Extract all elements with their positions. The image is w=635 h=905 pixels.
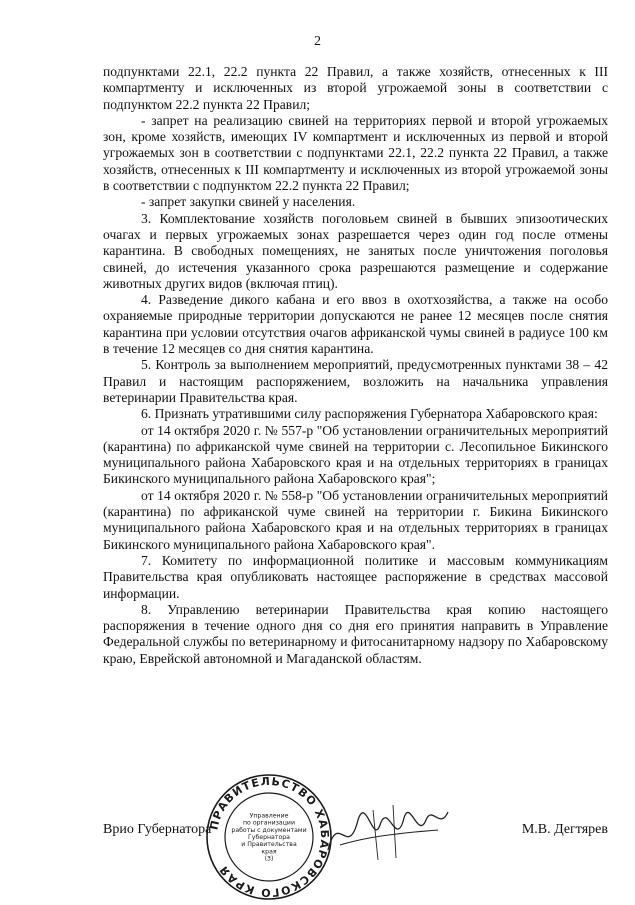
official-seal: [204, 772, 334, 902]
seal-center-line: работы с документами: [231, 826, 307, 834]
paragraph: 4. Разведение дикого кабана и его ввоз в охотхозяйства, а также на особо охраняемые природные территории допускаются не ранее 12 месяцев после снятия карантина при условии отсутствия очагов африканской чумы свиней в радиусе 100 км в течение 12 месяцев со дня снятия карантина.: [103, 292, 608, 357]
document-body: [103, 64, 608, 667]
seal-center-line: края: [261, 848, 277, 856]
page-number: 2: [314, 34, 321, 49]
seal-center-line: Губернатора: [248, 834, 290, 841]
paragraph: от 14 октября 2020 г. № 558-р "Об установлении ограничительных мероприятий (карантина) по африканской чуме свиней на территории г. Бикина Бикинского муниципального района Хабаровского края и на отдельных территориях в границах Бикинского муниципального района Хабаровского края".: [103, 487, 608, 552]
seal-center-line: (3): [264, 855, 274, 863]
paragraph: - запрет на реализацию свиней на территориях первой и второй угрожаемых зон, кроме хозяйств, имеющих IV компартмент и исключенных из первой и второй угрожаемых зон в соответствии с подпунктами 22.1, 22.2 пункта 22 Правил, а также хозяйств, отнесенных к III компартменту и исключенных из второй угрожаемой зоны в соответствии с подпунктом 22.2 пункта 22 Правил;: [103, 112, 608, 194]
seal-center-line: Управление: [249, 812, 289, 820]
paragraph: 6. Признать утратившими силу распоряжения Губернатора Хабаровского края:: [141, 406, 598, 422]
paragraph: 3. Комплектование хозяйств поголовьем свиней в бывших эпизоотических очагах и первых угрожаемых зонах разрешается через один год после отмены карантина. В свободных помещениях, не занятых после уничтожения поголовья свиней, до истечения указанного срока разрешаются размещение и содержание животных других видов (включая птиц).: [103, 210, 608, 291]
signatory-title: Врио Губернатора: [103, 822, 212, 837]
paragraph: - запрет закупки свиней у населения.: [141, 194, 356, 210]
seal-center-line: и Правительства: [241, 841, 297, 849]
signatory-name: М.В. Дегтярев: [521, 822, 608, 837]
paragraph: 7. Комитету по информационной политике и массовым коммуникациям Правительства края опубликовать настоящее распоряжение в средствах массовой информации.: [103, 552, 608, 601]
paragraph: 5. Контроль за выполнением мероприятий, предусмотренных пунктами 38 – 42 Правил и настоящим распоряжением, возложить на начальника управления ветеринарии Правительства края.: [103, 357, 608, 405]
seal-ring-text: ПРАВИТЕЛЬСТВО ХАБАРОВСКОГО КРАЯ: [207, 774, 332, 900]
paragraph: подпунктами 22.1, 22.2 пункта 22 Правил, а также хозяйств, отнесенных к III компартменту и исключенных из второй угрожаемой зоны в соответствии с подпунктом 22.2 пункта 22 Правил;: [103, 64, 608, 112]
paragraph: 8. Управлению ветеринарии Правительства края копию настоящего распоряжения в течение одного дня со дня его принятия направить в Управление Федеральной службы по ветеринарному и фитосанитарному надзору по Хабаровскому краю, Еврейской автономной и Магаданской областям.: [103, 601, 608, 666]
paragraph: от 14 октября 2020 г. № 557-р "Об установлении ограничительных мероприятий (карантина) по африканской чуме свиней на территории с. Лесопильное Бикинского муниципального района Хабаровского края и на отдельных территориях в границах Бикинского муниципального района Хабаровского края";: [103, 422, 608, 487]
seal-center-line: по организации: [243, 819, 295, 827]
handwritten-signature: [318, 790, 458, 870]
